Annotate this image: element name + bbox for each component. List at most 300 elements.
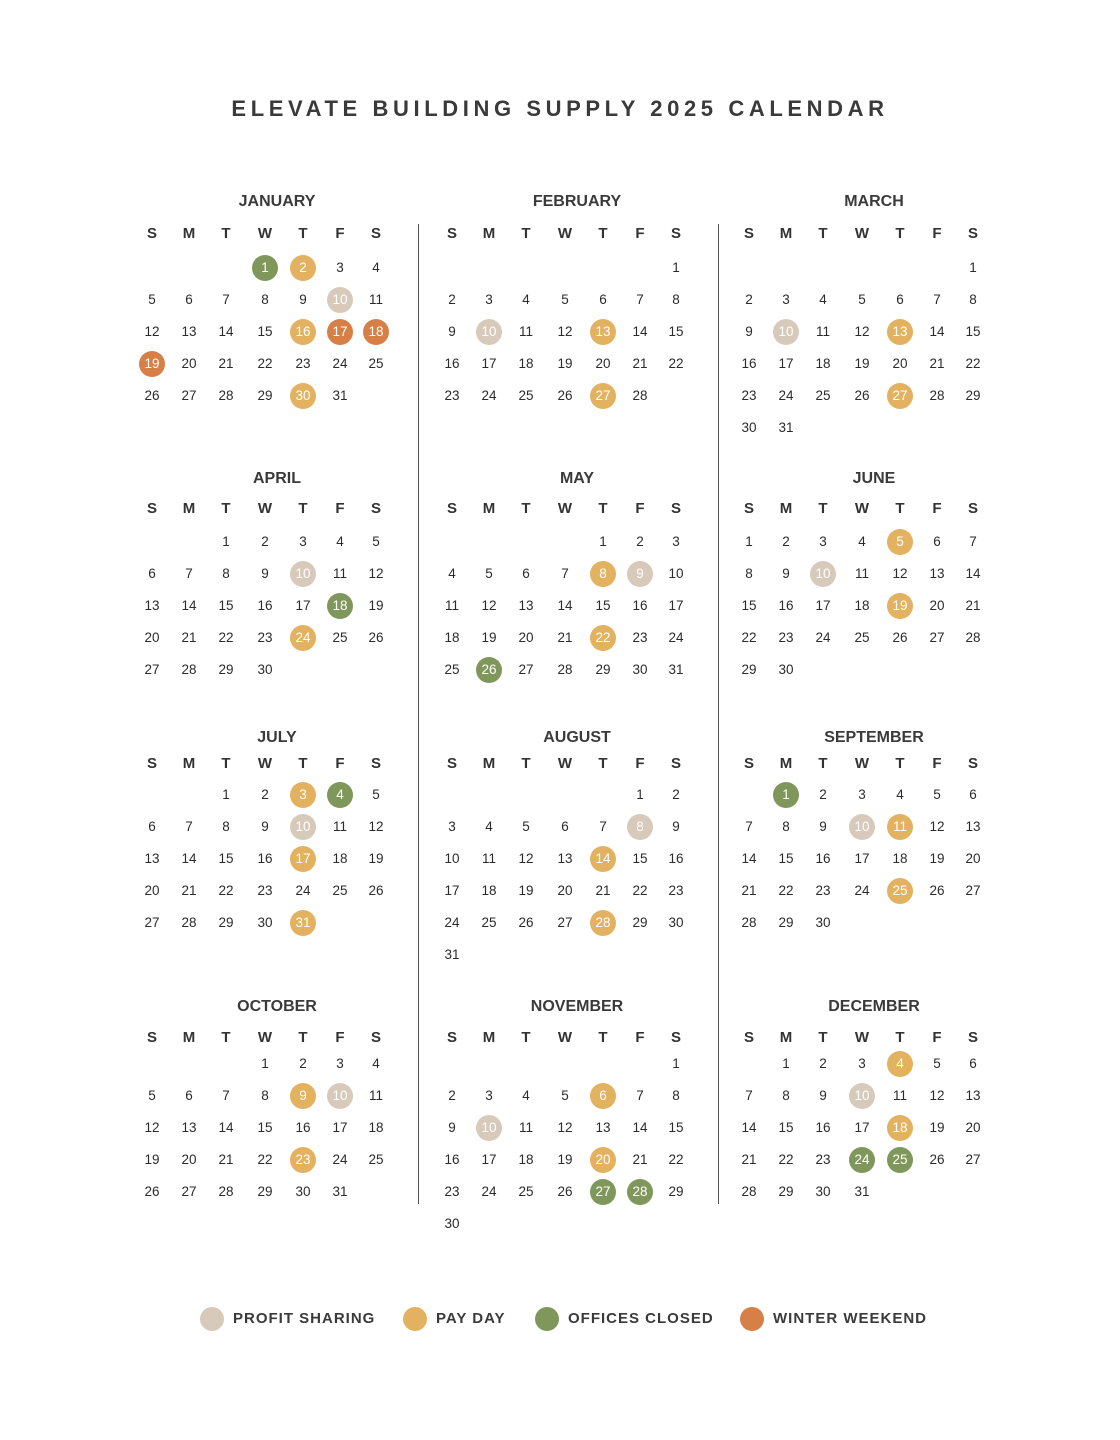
- day-cell-pay-day: 13: [590, 319, 616, 345]
- day-cell: 11: [481, 851, 496, 866]
- weekday-header: M: [182, 1029, 196, 1046]
- day-cell: 8: [261, 292, 269, 307]
- day-cell: 12: [368, 819, 384, 834]
- weekday-header: S: [967, 1029, 978, 1046]
- day-cell: 31: [444, 947, 460, 962]
- day-cell: 18: [854, 598, 870, 613]
- day-cell: 17: [668, 598, 684, 613]
- day-cell: 28: [965, 630, 981, 645]
- day-cell: 21: [632, 1152, 648, 1167]
- day-cell: 20: [595, 356, 611, 371]
- day-cell: 1: [636, 787, 644, 802]
- day-cell: 13: [144, 598, 160, 613]
- day-cell: 9: [819, 819, 827, 834]
- day-cell: 13: [595, 1120, 611, 1135]
- weekday-header: S: [146, 755, 157, 772]
- day-cell: 6: [185, 1088, 193, 1103]
- weekday-header: F: [635, 500, 645, 517]
- day-cell: 14: [181, 598, 197, 613]
- day-cell: 4: [522, 1088, 530, 1103]
- day-cell: 13: [929, 566, 945, 581]
- weekday-header: M: [482, 755, 496, 772]
- day-cell: 22: [778, 883, 794, 898]
- day-cell: 6: [148, 819, 156, 834]
- day-cell: 3: [782, 292, 790, 307]
- day-cell: 15: [218, 851, 234, 866]
- day-cell: 8: [672, 1088, 680, 1103]
- day-cell: 26: [557, 388, 573, 403]
- day-cell: 5: [372, 787, 380, 802]
- day-cell: 23: [257, 630, 273, 645]
- day-cell: 12: [557, 1120, 573, 1135]
- day-cell-pay-day: 6: [590, 1083, 616, 1109]
- day-cell-profit-sharing: 10: [849, 814, 875, 840]
- day-cell: 30: [257, 915, 273, 930]
- weekday-header: W: [557, 1029, 573, 1046]
- day-cell: 22: [632, 883, 648, 898]
- day-cell: 15: [668, 1120, 684, 1135]
- day-cell: 19: [854, 356, 870, 371]
- day-cell-pay-day: 19: [887, 593, 913, 619]
- day-cell: 31: [332, 388, 348, 403]
- day-cell: 18: [332, 851, 348, 866]
- day-cell: 12: [929, 819, 945, 834]
- day-cell: 22: [668, 1152, 684, 1167]
- weekday-header: F: [635, 755, 645, 772]
- weekday-header: W: [854, 755, 870, 772]
- day-cell: 24: [815, 630, 831, 645]
- day-cell-pay-day: 4: [887, 1051, 913, 1077]
- day-cell: 12: [557, 324, 573, 339]
- day-cell: 24: [481, 388, 497, 403]
- day-cell: 1: [969, 260, 977, 275]
- day-cell: 28: [218, 388, 234, 403]
- day-cell-pay-day: 22: [590, 625, 616, 651]
- day-cell: 29: [257, 1184, 273, 1199]
- day-cell: 6: [969, 1056, 977, 1071]
- day-cell: 3: [336, 260, 344, 275]
- weekday-header: T: [598, 225, 608, 242]
- day-cell-profit-sharing: 10: [476, 319, 502, 345]
- day-cell: 29: [257, 388, 273, 403]
- weekday-header: T: [521, 1029, 531, 1046]
- day-cell: 5: [858, 292, 866, 307]
- day-cell: 15: [257, 1120, 273, 1135]
- day-cell: 3: [336, 1056, 344, 1071]
- weekday-header: M: [779, 1029, 793, 1046]
- day-cell: 23: [257, 883, 273, 898]
- day-cell: 19: [557, 356, 573, 371]
- weekday-header: S: [967, 225, 978, 242]
- day-cell: 30: [815, 915, 831, 930]
- day-cell: 24: [854, 883, 870, 898]
- day-cell: 4: [819, 292, 827, 307]
- day-cell: 3: [672, 534, 680, 549]
- weekday-header: T: [818, 225, 828, 242]
- day-cell: 8: [222, 819, 230, 834]
- weekday-header: W: [557, 755, 573, 772]
- day-cell: 30: [778, 662, 794, 677]
- day-cell: 2: [299, 1056, 307, 1071]
- day-cell: 23: [668, 883, 684, 898]
- weekday-header: W: [854, 500, 870, 517]
- day-cell: 8: [672, 292, 680, 307]
- day-cell: 8: [782, 819, 790, 834]
- day-cell: 9: [819, 1088, 827, 1103]
- day-cell: 2: [448, 1088, 456, 1103]
- day-cell: 25: [332, 630, 348, 645]
- day-cell: 25: [481, 915, 497, 930]
- day-cell: 16: [444, 356, 460, 371]
- weekday-header: S: [370, 755, 381, 772]
- day-cell: 9: [261, 566, 269, 581]
- day-cell: 16: [444, 1152, 460, 1167]
- day-cell: 23: [815, 883, 831, 898]
- legend-swatch: [200, 1307, 224, 1331]
- day-cell: 30: [257, 662, 273, 677]
- day-cell: 2: [819, 787, 827, 802]
- day-cell: 30: [815, 1184, 831, 1199]
- day-cell: 1: [672, 1056, 680, 1071]
- day-cell-pay-day: 13: [887, 319, 913, 345]
- day-cell: 29: [965, 388, 981, 403]
- weekday-header: S: [446, 1029, 457, 1046]
- day-cell-profit-sharing: 9: [627, 561, 653, 587]
- weekday-header: S: [446, 500, 457, 517]
- day-cell-pay-day: 11: [887, 814, 913, 840]
- day-cell: 15: [668, 324, 684, 339]
- day-cell: 15: [632, 851, 648, 866]
- day-cell: 11: [332, 566, 347, 581]
- day-cell: 25: [368, 356, 384, 371]
- weekday-header: F: [932, 1029, 942, 1046]
- weekday-header: S: [370, 225, 381, 242]
- weekday-header: M: [779, 500, 793, 517]
- column-divider-left: [418, 224, 419, 1204]
- day-cell: 22: [965, 356, 981, 371]
- day-cell: 19: [481, 630, 497, 645]
- day-cell: 30: [632, 662, 648, 677]
- day-cell: 9: [448, 1120, 456, 1135]
- day-cell: 3: [485, 292, 493, 307]
- day-cell: 8: [969, 292, 977, 307]
- day-cell: 11: [854, 566, 869, 581]
- weekday-header: T: [298, 500, 308, 517]
- day-cell-profit-sharing: 10: [290, 814, 316, 840]
- day-cell: 31: [668, 662, 684, 677]
- day-cell-pay-day: 8: [590, 561, 616, 587]
- day-cell: 31: [778, 420, 794, 435]
- day-cell: 14: [218, 1120, 234, 1135]
- day-cell: 14: [181, 851, 197, 866]
- day-cell: 8: [782, 1088, 790, 1103]
- day-cell-pay-day: 28: [590, 910, 616, 936]
- day-cell: 16: [815, 851, 831, 866]
- day-cell: 29: [778, 915, 794, 930]
- day-cell: 26: [144, 388, 160, 403]
- day-cell: 29: [632, 915, 648, 930]
- day-cell: 19: [929, 851, 945, 866]
- weekday-header: W: [257, 1029, 273, 1046]
- day-cell: 21: [741, 883, 757, 898]
- day-cell: 21: [741, 1152, 757, 1167]
- day-cell: 8: [222, 566, 230, 581]
- weekday-header: M: [482, 500, 496, 517]
- day-cell: 27: [557, 915, 573, 930]
- day-cell: 14: [632, 324, 648, 339]
- day-cell: 15: [778, 1120, 794, 1135]
- day-cell: 5: [148, 1088, 156, 1103]
- weekday-header: T: [221, 755, 231, 772]
- weekday-header: T: [598, 500, 608, 517]
- day-cell: 20: [181, 1152, 197, 1167]
- day-cell: 26: [892, 630, 908, 645]
- day-cell: 6: [933, 534, 941, 549]
- weekday-header: S: [670, 225, 681, 242]
- day-cell: 29: [741, 662, 757, 677]
- day-cell: 7: [933, 292, 941, 307]
- day-cell: 16: [257, 598, 273, 613]
- day-cell-winter-weekend: 18: [363, 319, 389, 345]
- weekday-header: F: [932, 755, 942, 772]
- weekday-header: F: [635, 225, 645, 242]
- weekday-header: W: [854, 225, 870, 242]
- day-cell: 12: [854, 324, 870, 339]
- day-cell: 6: [969, 787, 977, 802]
- weekday-header: S: [743, 500, 754, 517]
- day-cell: 28: [557, 662, 573, 677]
- day-cell-offices-closed: 27: [590, 1179, 616, 1205]
- day-cell: 22: [668, 356, 684, 371]
- day-cell: 25: [815, 388, 831, 403]
- day-cell: 6: [896, 292, 904, 307]
- day-cell: 20: [965, 1120, 981, 1135]
- day-cell: 23: [632, 630, 648, 645]
- day-cell: 28: [181, 662, 197, 677]
- day-cell: 18: [518, 356, 534, 371]
- day-cell: 27: [965, 883, 981, 898]
- weekday-header: F: [932, 225, 942, 242]
- day-cell-pay-day: 14: [590, 846, 616, 872]
- day-cell: 15: [257, 324, 273, 339]
- weekday-header: S: [670, 755, 681, 772]
- day-cell: 24: [481, 1184, 497, 1199]
- day-cell: 12: [892, 566, 908, 581]
- weekday-header: S: [446, 225, 457, 242]
- day-cell-offices-closed: 24: [849, 1147, 875, 1173]
- day-cell: 2: [672, 787, 680, 802]
- day-cell: 17: [332, 1120, 348, 1135]
- day-cell-pay-day: 25: [887, 878, 913, 904]
- day-cell: 17: [854, 1120, 870, 1135]
- day-cell: 13: [144, 851, 160, 866]
- weekday-header: S: [146, 225, 157, 242]
- month-name: OCTOBER: [237, 998, 317, 1015]
- day-cell: 26: [929, 883, 945, 898]
- day-cell: 16: [632, 598, 648, 613]
- month-name: FEBRUARY: [532, 193, 622, 210]
- day-cell: 17: [481, 1152, 497, 1167]
- day-cell: 9: [299, 292, 307, 307]
- day-cell: 22: [218, 630, 234, 645]
- day-cell: 6: [561, 819, 569, 834]
- weekday-header: T: [895, 755, 905, 772]
- weekday-header: T: [521, 755, 531, 772]
- weekday-header: F: [932, 500, 942, 517]
- day-cell: 1: [672, 260, 680, 275]
- weekday-header: M: [182, 755, 196, 772]
- day-cell: 20: [929, 598, 945, 613]
- day-cell-pay-day: 18: [887, 1115, 913, 1141]
- day-cell: 9: [261, 819, 269, 834]
- day-cell: 5: [933, 787, 941, 802]
- day-cell: 5: [561, 292, 569, 307]
- day-cell: 1: [782, 1056, 790, 1071]
- day-cell: 17: [854, 851, 870, 866]
- day-cell: 7: [969, 534, 977, 549]
- day-cell: 6: [185, 292, 193, 307]
- day-cell: 12: [518, 851, 534, 866]
- day-cell: 6: [599, 292, 607, 307]
- day-cell-pay-day: 31: [290, 910, 316, 936]
- day-cell: 26: [929, 1152, 945, 1167]
- day-cell: 13: [965, 819, 981, 834]
- day-cell: 7: [636, 1088, 644, 1103]
- day-cell: 29: [668, 1184, 684, 1199]
- day-cell: 9: [672, 819, 680, 834]
- day-cell: 4: [522, 292, 530, 307]
- weekday-header: S: [446, 755, 457, 772]
- weekday-header: T: [598, 1029, 608, 1046]
- day-cell: 20: [518, 630, 534, 645]
- day-cell: 24: [668, 630, 684, 645]
- day-cell: 26: [518, 915, 534, 930]
- weekday-header: T: [818, 755, 828, 772]
- day-cell-offices-closed: 28: [627, 1179, 653, 1205]
- day-cell: 7: [745, 819, 753, 834]
- day-cell: 17: [815, 598, 831, 613]
- day-cell: 11: [444, 598, 459, 613]
- day-cell: 23: [815, 1152, 831, 1167]
- day-cell: 2: [448, 292, 456, 307]
- day-cell: 22: [778, 1152, 794, 1167]
- day-cell: 23: [444, 1184, 460, 1199]
- month-name: MARCH: [844, 193, 904, 210]
- day-cell-profit-sharing: 10: [476, 1115, 502, 1141]
- day-cell: 18: [518, 1152, 534, 1167]
- day-cell: 23: [741, 388, 757, 403]
- day-cell: 11: [332, 819, 347, 834]
- weekday-header: W: [257, 225, 273, 242]
- weekday-header: M: [182, 500, 196, 517]
- day-cell: 3: [299, 534, 307, 549]
- day-cell: 7: [222, 1088, 230, 1103]
- day-cell: 3: [819, 534, 827, 549]
- month-name: JULY: [257, 729, 297, 746]
- day-cell: 19: [557, 1152, 573, 1167]
- day-cell: 3: [485, 1088, 493, 1103]
- day-cell: 5: [485, 566, 493, 581]
- day-cell: 18: [815, 356, 831, 371]
- day-cell: 25: [368, 1152, 384, 1167]
- day-cell: 12: [929, 1088, 945, 1103]
- day-cell: 27: [518, 662, 534, 677]
- day-cell-pay-day: 27: [590, 383, 616, 409]
- day-cell-profit-sharing: 8: [627, 814, 653, 840]
- day-cell: 25: [444, 662, 460, 677]
- day-cell: 2: [261, 534, 269, 549]
- legend-swatch: [535, 1307, 559, 1331]
- day-cell: 25: [518, 1184, 534, 1199]
- day-cell: 20: [557, 883, 573, 898]
- weekday-header: W: [257, 755, 273, 772]
- day-cell: 24: [332, 1152, 348, 1167]
- day-cell: 11: [368, 1088, 383, 1103]
- day-cell: 27: [965, 1152, 981, 1167]
- day-cell: 20: [892, 356, 908, 371]
- day-cell-offices-closed: 4: [327, 782, 353, 808]
- legend-swatch: [403, 1307, 427, 1331]
- day-cell: 27: [144, 915, 160, 930]
- weekday-header: T: [895, 225, 905, 242]
- day-cell: 14: [218, 324, 234, 339]
- day-cell-pay-day: 20: [590, 1147, 616, 1173]
- day-cell: 21: [218, 1152, 234, 1167]
- day-cell: 5: [561, 1088, 569, 1103]
- legend-label: PROFIT SHARING: [233, 1310, 376, 1327]
- day-cell: 20: [181, 356, 197, 371]
- day-cell-offices-closed: 26: [476, 657, 502, 683]
- day-cell: 24: [295, 883, 311, 898]
- day-cell: 7: [636, 292, 644, 307]
- day-cell: 19: [518, 883, 534, 898]
- legend-swatch: [740, 1307, 764, 1331]
- weekday-header: T: [298, 755, 308, 772]
- day-cell-pay-day: 30: [290, 383, 316, 409]
- day-cell: 22: [741, 630, 757, 645]
- day-cell-profit-sharing: 10: [290, 561, 316, 587]
- weekday-header: M: [482, 225, 496, 242]
- weekday-header: F: [335, 225, 345, 242]
- day-cell: 28: [218, 1184, 234, 1199]
- day-cell: 15: [778, 851, 794, 866]
- day-cell: 11: [815, 324, 830, 339]
- weekday-header: S: [743, 225, 754, 242]
- weekday-header: T: [221, 500, 231, 517]
- legend-label: OFFICES CLOSED: [568, 1310, 714, 1327]
- weekday-header: S: [967, 500, 978, 517]
- day-cell: 20: [965, 851, 981, 866]
- day-cell-offices-closed: 18: [327, 593, 353, 619]
- day-cell: 17: [295, 598, 311, 613]
- day-cell: 4: [372, 1056, 380, 1071]
- day-cell: 30: [444, 1216, 460, 1231]
- weekday-header: S: [743, 1029, 754, 1046]
- weekday-header: F: [335, 1029, 345, 1046]
- day-cell: 17: [481, 356, 497, 371]
- weekday-header: T: [598, 755, 608, 772]
- weekday-header: F: [335, 755, 345, 772]
- day-cell: 21: [557, 630, 573, 645]
- weekday-header: T: [895, 1029, 905, 1046]
- day-cell: 26: [854, 388, 870, 403]
- day-cell: 28: [632, 388, 648, 403]
- day-cell: 18: [481, 883, 497, 898]
- day-cell: 23: [778, 630, 794, 645]
- day-cell: 24: [444, 915, 460, 930]
- weekday-header: W: [557, 225, 573, 242]
- day-cell-profit-sharing: 10: [327, 1083, 353, 1109]
